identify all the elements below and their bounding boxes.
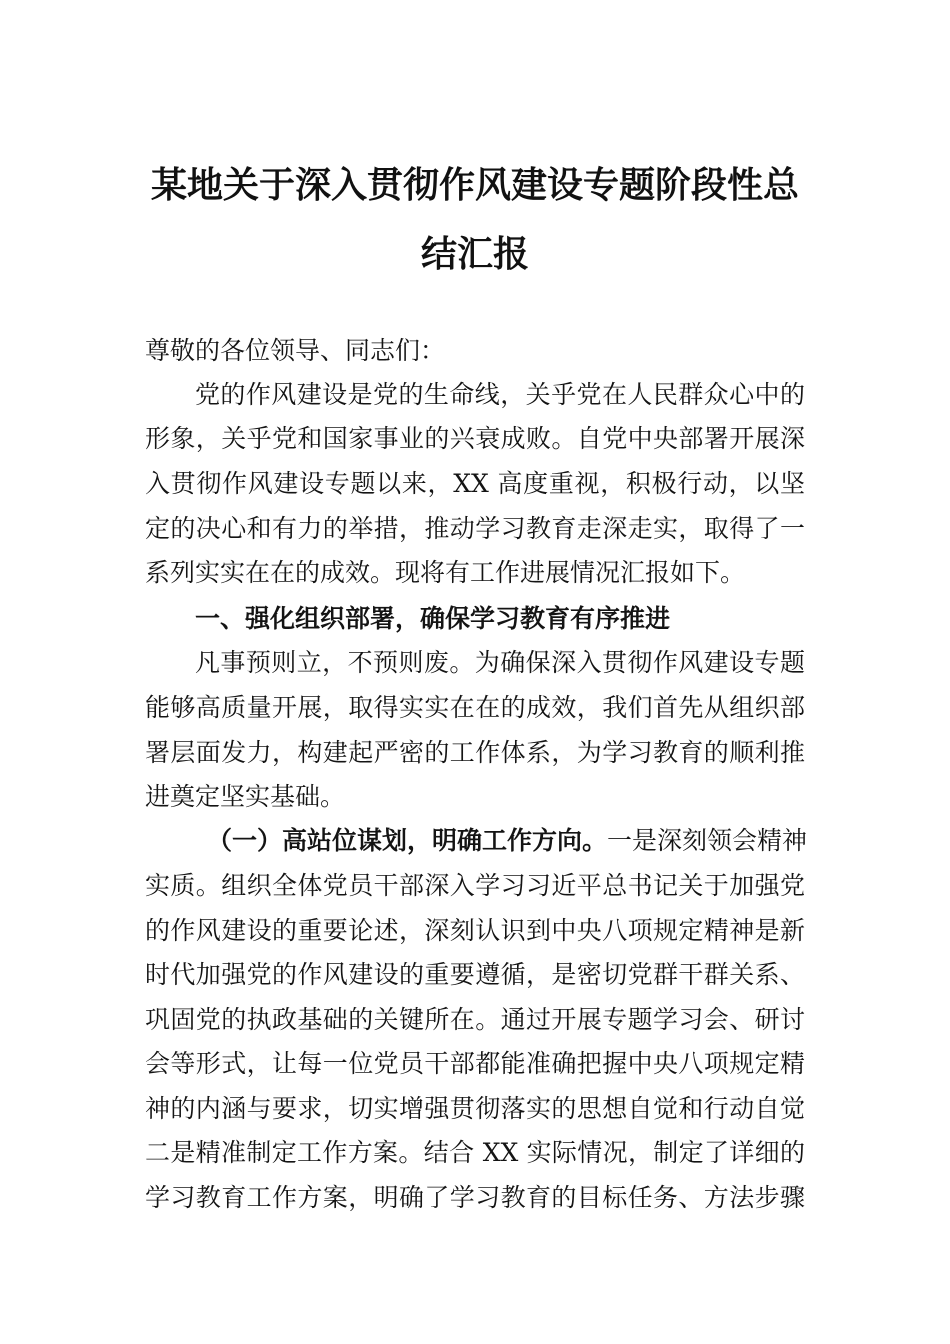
section-paragraph-line: 署层面发力，构建起严密的工作体系，为学习教育的顺利推 [145, 738, 805, 767]
subsection-line: 实质。组织全体党员干部深入学习习近平总书记关于加强党 [145, 871, 805, 900]
intro-line: 定的决心和有力的举措，推动学习教育走深走实，取得了一 [145, 514, 805, 543]
subsection-first-line [145, 818, 808, 864]
section-heading: 一、强化组织部署，确保学习教育有序推进 [195, 604, 671, 633]
subsection-line: 学习教育工作方案，明确了学习教育的目标任务、方法步骤 [145, 1183, 805, 1212]
document-title-line-1: 某地关于深入贯彻作风建设专题阶段性总 [150, 164, 799, 206]
subsection-line: 巩固党的执政基础的关键所在。通过开展专题学习会、研讨 [145, 1005, 805, 1034]
intro-line: 入贯彻作风建设专题以来，XX 高度重视，积极行动，以坚 [145, 469, 805, 498]
intro-line: 党的作风建设是党的生命线，关乎党在人民群众心中的 [195, 380, 805, 409]
subsection-lead-text: 一是深刻领会精神 [607, 826, 808, 855]
section-paragraph-line: 进奠定坚实基础。 [145, 782, 346, 811]
subsection-heading: （一）高站位谋划，明确工作方向。 [207, 826, 608, 855]
subsection-line: 的作风建设的重要论述，深刻认识到中央八项规定精神是新 [145, 916, 805, 945]
section-paragraph-line: 凡事预则立，不预则废。为确保深入贯彻作风建设专题 [195, 648, 805, 677]
salutation: 尊敬的各位领导、同志们： [145, 336, 446, 365]
intro-line: 形象，关乎党和国家事业的兴衰成败。自党中央部署开展深 [145, 424, 805, 453]
subsection-line: 神的内涵与要求，切实增强贯彻落实的思想自觉和行动自觉 [145, 1094, 805, 1123]
section-paragraph-line: 能够高质量开展，取得实实在在的成效，我们首先从组织部 [145, 693, 805, 722]
subsection-line: 时代加强党的作风建设的重要遵循，是密切党群干群关系、 [145, 960, 805, 989]
intro-line: 系列实实在在的成效。现将有工作进展情况汇报如下。 [145, 558, 746, 587]
subsection-line: 二是精准制定工作方案。结合 XX 实际情况，制定了详细的 [145, 1138, 805, 1167]
subsection-line: 会等形式，让每一位党员干部都能准确把握中央八项规定精 [145, 1049, 805, 1078]
document-title-line-2: 结汇报 [420, 233, 529, 275]
